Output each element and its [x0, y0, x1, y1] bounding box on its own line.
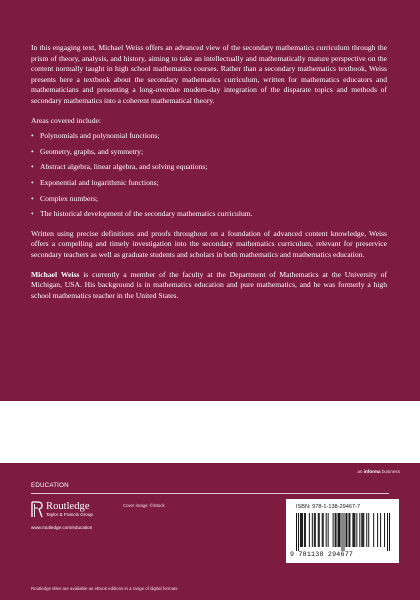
barcode-bar — [349, 513, 350, 547]
barcode-bar — [328, 513, 329, 547]
areas-heading: Areas covered include: — [31, 115, 101, 125]
barcode-bar — [363, 513, 364, 547]
barcode-bar — [356, 513, 357, 547]
cover-credit: Cover image: ©iStock — [123, 503, 165, 508]
barcode-bar — [359, 513, 360, 547]
author-bio — [31, 270, 387, 302]
barcode-bar — [312, 513, 313, 547]
barcode-bar — [380, 513, 381, 547]
barcode-bar — [343, 513, 344, 551]
author-bio-text: is currently a member of the faculty at the Department of Mathematics at the University of Michigan, USA. His background is in mathematics education and pure mathematics, and he was formerly a high school mathematics teacher in the United States. — [31, 269, 387, 300]
informa-tagline — [357, 469, 400, 474]
barcode-digits: 9 781138 294677 — [290, 551, 354, 558]
barcode-bar — [309, 513, 310, 547]
barcode-bar — [368, 513, 369, 547]
ebook-note: Routledge titles are available as eBook editions in a range of digital formats — [31, 586, 178, 591]
barcode-bar — [340, 513, 341, 547]
isbn: ISBN: 978-1-138-29467-7 — [296, 504, 361, 510]
barcode-bar — [323, 513, 324, 547]
barcode-bar — [338, 513, 339, 547]
areas-list — [31, 131, 387, 220]
barcode-bar — [346, 513, 347, 547]
barcode-bar — [298, 513, 299, 551]
list-item: • Polynomials and polynomial functions; — [31, 131, 387, 142]
publisher-subtitle: Taylor & Francis Group — [46, 512, 93, 517]
author-name: Michael Weiss — [31, 269, 80, 279]
barcode-bar — [314, 513, 315, 547]
barcode-bar — [362, 513, 363, 547]
barcode-bar — [366, 513, 367, 547]
barcode-bar — [342, 513, 343, 551]
barcode-bar — [361, 513, 362, 547]
barcode-bar — [377, 513, 378, 547]
white-band — [0, 401, 420, 463]
barcode-bar — [319, 513, 320, 547]
publisher-name: Routledge — [46, 501, 90, 512]
barcode-bar — [336, 513, 337, 547]
publisher-logo-text — [46, 501, 93, 518]
blurb-intro: In this engaging text, Michael Weiss offers an advanced view of the secondary mathematics curriculum through the prism of theory, analysis, and history, aiming to take an intellectually and mathematically mature perspective on the content normally taught in high school mathematics courses. Rather than a secondary mathematics textbook, Weiss presents here a textbook about the secondary mathematics curriculum, written for mathematics educators and mathematicians and presenting a long-overdue modern-day integration of the disparate topics and methods of secondary mathematics into a coherent mathematical theory. — [31, 43, 387, 105]
list-item: • Geometry, graphs, and symmetry; — [31, 147, 387, 158]
barcode-bar — [333, 513, 334, 547]
website-link[interactable]: www.routledge.com/education — [31, 525, 93, 530]
barcode-bar — [339, 513, 340, 547]
informa-brand: informa — [363, 469, 381, 474]
footer-panel — [0, 463, 420, 600]
barcode-bar — [322, 513, 323, 547]
blurb — [31, 43, 387, 310]
barcode-bar — [353, 513, 354, 547]
publisher-logo — [31, 501, 93, 518]
list-item: • Complex numbers; — [31, 194, 387, 205]
barcode-bar — [304, 513, 305, 547]
barcode-bar — [345, 513, 346, 547]
barcode-bar — [384, 513, 385, 547]
barcode-bar — [354, 513, 355, 547]
barcode-bar — [315, 513, 316, 547]
blurb-written: Written using precise definitions and proofs throughout on a foundation of advanced content knowledge, Weiss offers a compelling and timely investigation into the secondary mathematics curriculum, relevant for preservice secondary teachers as well as graduate students and scholars in both mathematics and mathematics education. — [31, 228, 387, 259]
barcode-bar — [318, 513, 319, 547]
barcode-bar — [305, 513, 306, 547]
barcode-bar — [296, 513, 297, 551]
barcode-bar — [335, 513, 336, 547]
barcode-bar — [352, 513, 353, 547]
list-item: • Abstract algebra, linear algebra, and solving equations; — [31, 162, 387, 173]
barcode-box — [286, 499, 399, 563]
routledge-logo-icon — [31, 501, 43, 518]
barcode-icon — [296, 513, 390, 551]
barcode-bar — [302, 513, 303, 547]
list-item: • Exponential and logarithmic functions; — [31, 178, 387, 189]
subject-label: EDUCATION — [31, 482, 69, 489]
barcode-bar — [326, 513, 327, 547]
divider — [31, 493, 389, 494]
barcode-bar — [301, 513, 302, 547]
informa-suffix: business — [380, 469, 400, 474]
barcode-bar — [348, 513, 349, 547]
barcode-bar — [389, 513, 390, 551]
informa-prefix: an — [357, 469, 364, 474]
barcode-bar — [373, 513, 374, 547]
barcode-bar — [387, 513, 388, 551]
barcode-bar — [300, 513, 301, 547]
list-item: • The historical development of the secondary mathematics curriculum. — [31, 209, 387, 220]
